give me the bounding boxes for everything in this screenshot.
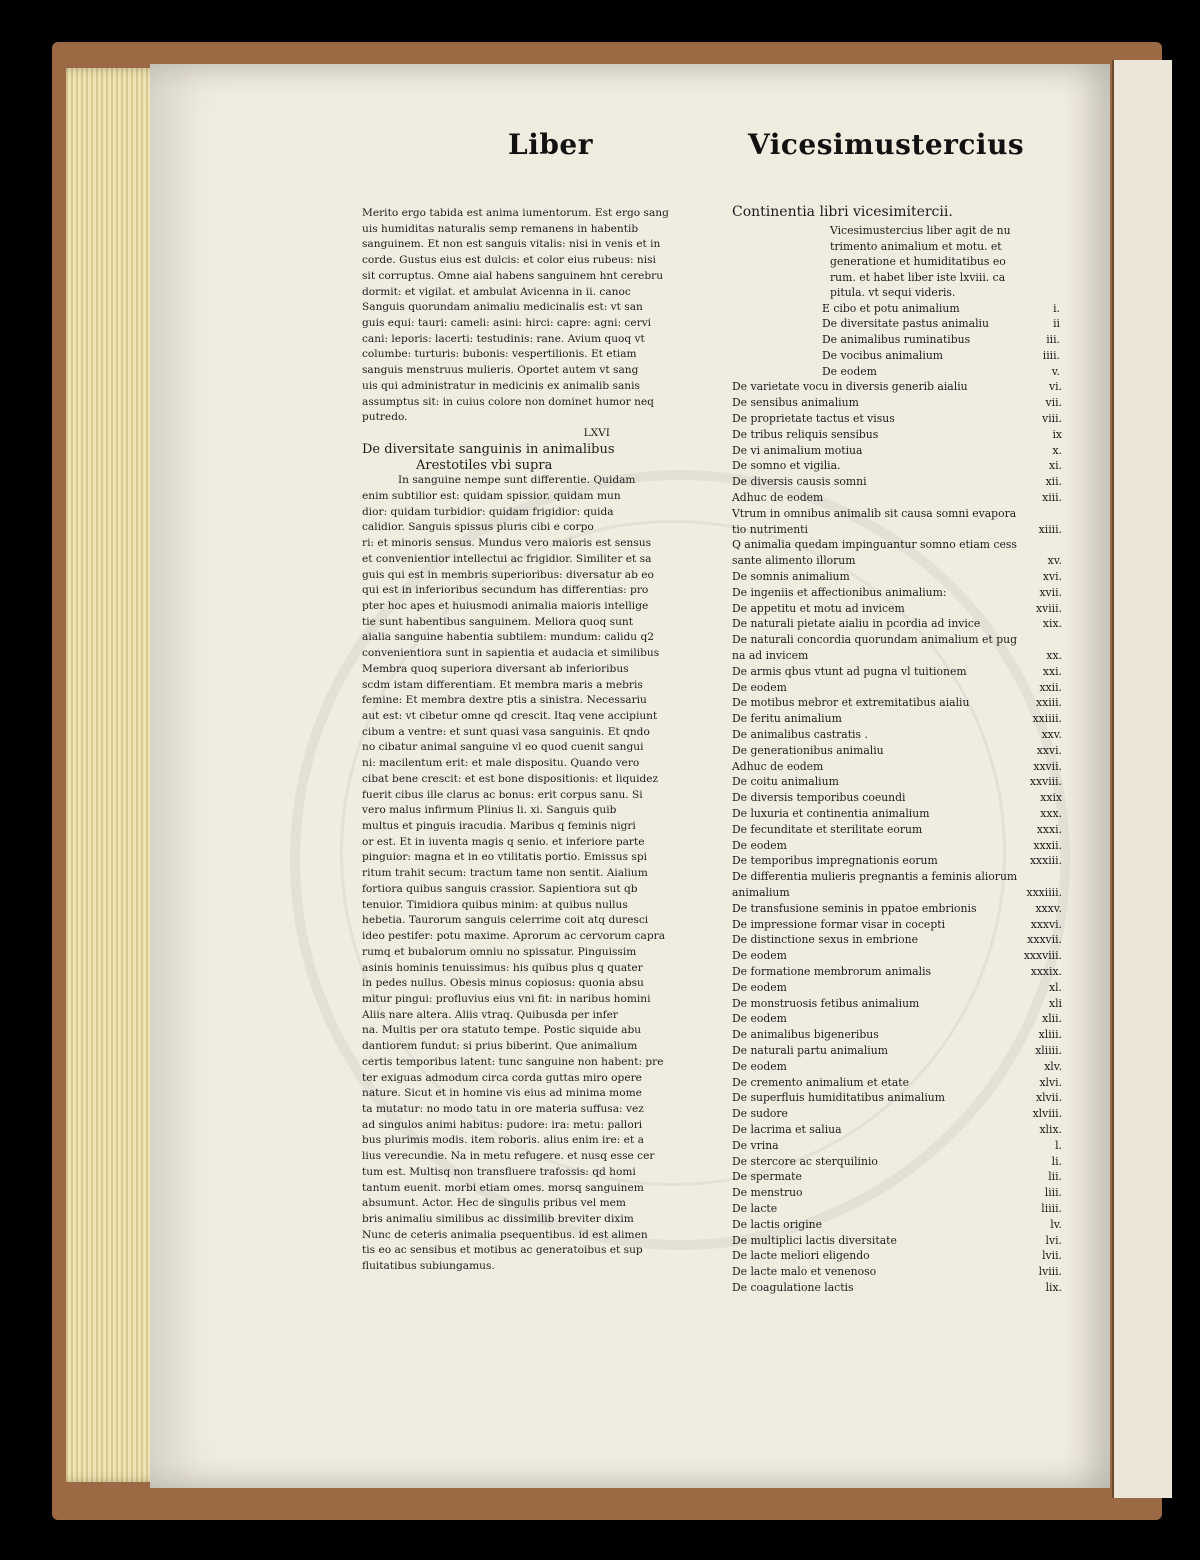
toc-entry bbox=[732, 1011, 1062, 1027]
toc-entry-title: De eodem bbox=[732, 680, 787, 694]
facing-page-edge bbox=[1112, 60, 1172, 1498]
toc-entry-number: xxxix. bbox=[1030, 964, 1062, 978]
toc-entry-number: xxxii. bbox=[1033, 838, 1062, 852]
toc-entry bbox=[732, 1075, 1062, 1091]
toc-entry-number: lviii. bbox=[1038, 1265, 1062, 1279]
toc-entry-title: De monstruosis fetibus animalium bbox=[732, 996, 920, 1010]
toc-entry bbox=[732, 948, 1062, 964]
toc-entry-title: De motibus mebror et extremitatibus aialiu bbox=[732, 696, 970, 710]
toc-entry-title: De eodem bbox=[732, 980, 787, 994]
toc-entry bbox=[732, 743, 1062, 759]
text-line: pitula. vt sequi videris. bbox=[830, 286, 956, 299]
toc-entry-title: E cibo et potu animalium bbox=[822, 301, 960, 315]
toc-entry-title: De somnis animalium bbox=[732, 570, 850, 584]
text-line: dormit: et vigilat. et ambulat Avicenna in ii. canoc bbox=[362, 285, 631, 298]
toc-entry bbox=[732, 996, 1062, 1012]
toc-entry-number: lix. bbox=[1045, 1280, 1062, 1294]
toc-entry bbox=[732, 648, 1062, 664]
text-line: certis temporibus latent: tunc sanguine non habent: pre bbox=[362, 1055, 664, 1068]
chapter-number: LXVI bbox=[583, 427, 610, 440]
text-line: enim subtilior est: quidam spissior. quidam mun bbox=[362, 489, 621, 502]
toc-entry bbox=[732, 364, 1062, 380]
toc-entry-title: De eodem bbox=[732, 1059, 787, 1073]
toc-entry bbox=[732, 727, 1062, 743]
toc-entry-title: De diversis causis somni bbox=[732, 475, 867, 489]
text-line: cibum a ventre: et sunt quasi vasa sanguinis. Et qndo bbox=[362, 725, 650, 738]
toc-entry-number: xiiii. bbox=[1038, 522, 1062, 536]
toc-entry-title: De transfusione seminis in ppatoe embrionis bbox=[732, 901, 977, 915]
text-line: scdm istam differentiam. Et membra maris a mebris bbox=[362, 678, 643, 691]
right-text-column bbox=[732, 204, 1062, 1296]
text-line: Vicesimustercius liber agit de nu bbox=[830, 224, 1011, 237]
toc-entry-number: xxxviii. bbox=[1023, 949, 1062, 963]
text-line: tie sunt habentibus sanguinem. Meliora quoq sunt bbox=[362, 615, 633, 628]
toc-entry-number: xl. bbox=[1049, 980, 1062, 994]
toc-entry-number: xxvii. bbox=[1033, 759, 1062, 773]
toc-entry bbox=[732, 411, 1062, 427]
text-line: uis humiditas naturalis semp remanens in habentib bbox=[362, 222, 639, 235]
toc-entry-title: De generationibus animaliu bbox=[732, 743, 884, 757]
toc-entry bbox=[732, 474, 1062, 490]
text-line: ri: et minoris sensus. Mundus vero maioris est sensus bbox=[362, 537, 652, 550]
text-line: qui est in inferioribus secundum has differentias: pro bbox=[362, 584, 649, 597]
toc-entry-number: lii. bbox=[1048, 1170, 1062, 1184]
running-head-book-number: Vicesimustercius bbox=[748, 128, 1025, 161]
toc-entry-title: De animalibus castratis . bbox=[732, 728, 868, 742]
text-line: cani: leporis: lacerti: testudinis: rane. Avium quoq vt bbox=[362, 332, 645, 345]
text-line: pter hoc apes et huiusmodi animalia maioris intellige bbox=[362, 599, 649, 612]
toc-entry-number: xv. bbox=[1047, 554, 1062, 568]
text-line: pinguior: magna et in eo vtilitatis portio. Emissus spi bbox=[362, 851, 647, 864]
toc-entry bbox=[732, 506, 1062, 522]
toc-entry-title: na ad invicem bbox=[732, 649, 809, 663]
toc-entry-title: De diversis temporibus coeundi bbox=[732, 791, 906, 805]
toc-entry bbox=[732, 711, 1062, 727]
text-line: nature. Sicut et in homine vis eius ad minima mome bbox=[362, 1087, 642, 1100]
toc-entry bbox=[732, 1233, 1062, 1249]
text-line: tenuior. Timidiora quibus minim: at quibus nullus bbox=[362, 898, 628, 911]
toc-entry-title: De lacte bbox=[732, 1201, 778, 1215]
toc-entry-number: xxxv. bbox=[1035, 901, 1062, 915]
toc-entry bbox=[732, 1138, 1062, 1154]
toc-entry-number: xxxiii. bbox=[1029, 854, 1062, 868]
toc-entry bbox=[732, 490, 1062, 506]
toc-entry-title: De lactis origine bbox=[732, 1217, 823, 1231]
toc-entry bbox=[732, 553, 1062, 569]
toc-entry bbox=[732, 917, 1062, 933]
text-line: In sanguine nempe sunt differentie. Quidam bbox=[398, 474, 636, 487]
chapter-source: Arestotiles vbi supra bbox=[416, 457, 553, 473]
toc-entry bbox=[732, 1248, 1062, 1264]
toc-entry bbox=[732, 664, 1062, 680]
toc-entry-title: De proprietate tactus et visus bbox=[732, 412, 895, 426]
toc-entry-number: lvi. bbox=[1045, 1233, 1062, 1247]
toc-entry bbox=[732, 427, 1062, 443]
toc-entry-number: viii. bbox=[1042, 412, 1062, 426]
text-line: sanguinem. Et non est sanguis vitalis: nisi in venis et in bbox=[362, 238, 661, 251]
toc-entry-number: xxxiiii. bbox=[1026, 885, 1062, 899]
toc-entry-title: De armis qbus vtunt ad pugna vl tuitionem bbox=[732, 664, 967, 678]
text-line: Merito ergo tabida est anima iumentorum. Est ergo sang bbox=[362, 207, 669, 219]
toc-entry-title: De somno et vigilia. bbox=[732, 459, 841, 473]
toc-entry bbox=[732, 1090, 1062, 1106]
text-line: guis qui est in membris superioribus: diversatur ab eo bbox=[362, 568, 654, 581]
toc-entry-title: De luxuria et continentia animalium bbox=[732, 807, 930, 820]
text-line: uis qui administratur in medicinis ex animalib sanis bbox=[362, 379, 640, 392]
table-of-contents-title: Continentia libri vicesimitercii. bbox=[732, 204, 953, 220]
toc-entry-title: De vocibus animalium bbox=[822, 348, 944, 362]
text-line: tum est. Multisq non transfluere trafossis: qd homi bbox=[362, 1165, 636, 1178]
running-head-liber: Liber bbox=[508, 128, 593, 161]
text-line: femine: Et membra dextre ptis a sinistra. Necessariu bbox=[362, 694, 647, 707]
toc-entry-number: xviii. bbox=[1036, 601, 1062, 615]
text-line: trimento animalium et motu. et bbox=[830, 239, 1002, 253]
toc-entry-title: De lacte malo et venenoso bbox=[732, 1265, 877, 1279]
toc-entry-title: De varietate vocu in diversis generib aialiu bbox=[732, 380, 968, 394]
toc-entry-number: xxvi. bbox=[1036, 743, 1062, 757]
toc-entry-number: liii. bbox=[1044, 1186, 1062, 1200]
left-text-column bbox=[362, 206, 672, 1275]
toc-entry bbox=[732, 822, 1062, 838]
text-line: bus plurimis modis. item roboris. alius enim ire: et a bbox=[362, 1134, 644, 1147]
toc-entry-title: Adhuc de eodem bbox=[732, 491, 824, 505]
toc-entry-title: De animalibus ruminatibus bbox=[822, 333, 971, 347]
text-line: or est. Et in iuventa magis q senio. et inferiore parte bbox=[362, 835, 645, 848]
toc-entry-number: xxix bbox=[1040, 791, 1062, 805]
toc-entry bbox=[732, 1280, 1062, 1296]
text-line: aialia sanguine habentia subtilem: mundum: calidu q2 bbox=[362, 631, 654, 644]
toc-entry-title: De coitu animalium bbox=[732, 775, 839, 789]
toc-entry-title: De lacte meliori eligendo bbox=[732, 1249, 870, 1263]
text-line: bris animaliu similibus ac dissimilib breviter dixim bbox=[362, 1213, 634, 1225]
toc-entry bbox=[732, 774, 1062, 790]
toc-entry bbox=[732, 1217, 1062, 1233]
text-line: rum. et habet liber iste lxviii. ca bbox=[830, 270, 1006, 284]
toc-entry-title: De stercore ac sterquilinio bbox=[732, 1154, 878, 1168]
text-line: putredo. bbox=[362, 411, 408, 424]
toc-entry bbox=[732, 601, 1062, 617]
toc-entry bbox=[732, 680, 1062, 696]
toc-entry-number: xlvii. bbox=[1036, 1091, 1062, 1105]
toc-entry bbox=[732, 301, 1062, 317]
toc-entry-title: De formatione membrorum animalis bbox=[732, 964, 932, 978]
toc-entry bbox=[732, 932, 1062, 948]
toc-entry-title: De sudore bbox=[732, 1107, 788, 1121]
toc-entry-title: De lacrima et saliua bbox=[732, 1122, 842, 1136]
toc-entry bbox=[732, 443, 1062, 459]
toc-entry bbox=[732, 1264, 1062, 1280]
toc-entry bbox=[732, 1185, 1062, 1201]
toc-entry-title: De eodem bbox=[732, 949, 787, 963]
toc-entry-title: De spermate bbox=[732, 1170, 802, 1184]
text-line: fortiora quibus sanguis crassior. Sapientiora sut qb bbox=[362, 882, 638, 895]
toc-entry-number: xxii. bbox=[1039, 680, 1062, 694]
toc-entry-number: xxx. bbox=[1040, 807, 1062, 820]
toc-entry-number: xli bbox=[1049, 996, 1062, 1010]
text-line: in pedes nullus. Obesis minus copiosus: quonia absu bbox=[362, 977, 644, 990]
toc-entry-number: xi. bbox=[1049, 459, 1062, 473]
toc-entry bbox=[732, 869, 1062, 885]
toc-entry bbox=[732, 316, 1062, 332]
text-line: na. Multis per ora statuto tempe. Postic siquide abu bbox=[362, 1024, 642, 1037]
toc-entry-title: De naturali pietate aialiu in pcordia ad invice bbox=[732, 617, 981, 631]
toc-entry-title: Vtrum in omnibus animalib sit causa somni evapora bbox=[732, 506, 1017, 520]
toc-entry-number: ix bbox=[1052, 427, 1062, 441]
text-line: guis equi: tauri: cameli: asini: hirci: capre: agni: cervi bbox=[362, 317, 652, 330]
toc-entry bbox=[732, 1027, 1062, 1043]
toc-entry-title: De cremento animalium et etate bbox=[732, 1075, 910, 1089]
toc-entry bbox=[732, 964, 1062, 980]
toc-entry-number: xii. bbox=[1045, 475, 1062, 489]
toc-entry bbox=[732, 1122, 1062, 1138]
toc-entry-title: De superfluis humiditatibus animalium bbox=[732, 1091, 946, 1105]
toc-entry-title: De menstruo bbox=[732, 1186, 803, 1200]
toc-entry-title: De diversitate pastus animaliu bbox=[822, 317, 989, 331]
toc-entry-number: xlvi. bbox=[1039, 1075, 1062, 1089]
toc-entry-number: lvii. bbox=[1042, 1249, 1062, 1263]
toc-entry bbox=[732, 616, 1062, 632]
toc-entry bbox=[732, 332, 1062, 348]
toc-entry bbox=[732, 348, 1062, 364]
toc-entry-title: De ingeniis et affectionibus animalium: bbox=[732, 585, 947, 599]
text-line: cibat bene crescit: et est bone dispositionis: et liquidez bbox=[362, 772, 659, 785]
toc-entry-number: i. bbox=[1053, 301, 1060, 315]
text-line: Membra quoq superiora diversant ab inferioribus bbox=[362, 662, 629, 675]
toc-entry-title: animalium bbox=[732, 885, 790, 899]
text-line: ter exiguas admodum circa corda guttas miro opere bbox=[362, 1071, 642, 1084]
text-line: Aliis nare altera. Aliis vtraq. Quibusda per infer bbox=[362, 1008, 618, 1021]
text-line: rumq et bubalorum omniu no spissatur. Pinguissim bbox=[362, 945, 637, 958]
toc-entry-number: lv. bbox=[1050, 1217, 1062, 1231]
toc-entry-number: xlii. bbox=[1042, 1012, 1062, 1026]
text-line: fluitatibus subiungamus. bbox=[362, 1260, 495, 1273]
toc-entry-number: vii. bbox=[1045, 396, 1062, 410]
toc-entry-title: De impressione formar visar in cocepti bbox=[732, 917, 946, 931]
text-line: hebetia. Taurorum sanguis celerrime coit atq duresci bbox=[362, 914, 649, 927]
toc-entry-number: xxviii. bbox=[1029, 775, 1062, 789]
toc-entry-title: De differentia mulieris pregnantis a feminis aliorum bbox=[732, 870, 1018, 884]
toc-entry-number: iiii. bbox=[1042, 348, 1060, 362]
text-line: ad singulos animi habitus: pudore: ira: metu: pallori bbox=[362, 1118, 643, 1131]
toc-entry bbox=[732, 885, 1062, 901]
toc-entry-number: xxxvii. bbox=[1027, 933, 1062, 947]
text-line: lius verecundie. Na in metu refugere. et nusq esse cer bbox=[362, 1150, 655, 1163]
text-line: tis eo ac sensibus et motibus ac generatoibus et sup bbox=[362, 1244, 643, 1257]
text-line: no cibatur animal sanguine vl eo quod cuenit sangui bbox=[362, 741, 644, 754]
toc-entry bbox=[732, 569, 1062, 585]
text-line: corde. Gustus eius est dulcis: et color eius rubeus: nisi bbox=[362, 254, 656, 267]
toc-entry-number: x. bbox=[1052, 443, 1062, 457]
text-line: aut est: vt cibetur omne qd crescit. Itaq vene accipiunt bbox=[362, 710, 658, 722]
toc-entry-number: li. bbox=[1051, 1154, 1062, 1168]
text-line: multus et pinguis iracudia. Maribus q feminis nigri bbox=[362, 820, 636, 833]
toc-entry-number: xvi. bbox=[1042, 570, 1062, 584]
text-line: assumptus sit: in cuius colore non dominet humor neq bbox=[362, 395, 654, 408]
toc-entry bbox=[732, 1201, 1062, 1217]
toc-entry-number: vi. bbox=[1049, 380, 1062, 394]
text-line: et convenientior intellectui ac frigidior. Similiter et sa bbox=[362, 552, 652, 565]
toc-entry bbox=[732, 395, 1062, 411]
toc-entry bbox=[732, 806, 1062, 822]
table-of-contents bbox=[732, 301, 1062, 1296]
toc-entry-title: De eodem bbox=[822, 364, 877, 378]
text-line: calidior. Sanguis spissus pluris cibi e corpo bbox=[362, 521, 594, 534]
toc-entry bbox=[732, 838, 1062, 854]
toc-entry bbox=[732, 1059, 1062, 1075]
toc-entry-number: xx. bbox=[1046, 649, 1062, 663]
toc-entry-title: Adhuc de eodem bbox=[732, 759, 824, 773]
toc-entry-number: xix. bbox=[1042, 617, 1062, 631]
toc-entry-title: De naturali concordia quorundam animalium et pug bbox=[732, 633, 1017, 647]
toc-entry-number: xxv. bbox=[1041, 728, 1062, 742]
toc-entry-title: De tribus reliquis sensibus bbox=[732, 427, 879, 441]
toc-entry bbox=[732, 853, 1062, 869]
paragraph-blood-humidity bbox=[362, 206, 672, 426]
toc-entry-title: De appetitu et motu ad invicem bbox=[732, 601, 905, 615]
toc-entry-number: xxi. bbox=[1042, 664, 1062, 678]
text-line: columbe: turturis: bubonis: vespertilionis. Et etiam bbox=[362, 348, 637, 361]
text-line: generatione et humiditatibus eo bbox=[830, 255, 1006, 268]
toc-entry-number: xlv. bbox=[1044, 1059, 1062, 1073]
toc-entry bbox=[732, 1106, 1062, 1122]
toc-entry-number: ii bbox=[1053, 317, 1060, 331]
text-line: mitur pingui: profluvius eius vni fit: in naribus homini bbox=[362, 992, 651, 1005]
toc-entry-number: l. bbox=[1055, 1138, 1062, 1152]
text-line: ni: macilentum erit: et male dispositu. Quando vero bbox=[362, 757, 640, 770]
toc-entry-number: iii. bbox=[1046, 333, 1060, 347]
toc-entry-title: De animalibus bigeneribus bbox=[732, 1028, 879, 1042]
toc-entry-title: De naturali partu animalium bbox=[732, 1043, 888, 1057]
toc-entry-number: v. bbox=[1051, 364, 1060, 378]
text-line: dantiorem fundut: si prius biberint. Que animalium bbox=[362, 1040, 638, 1053]
toc-entry bbox=[732, 537, 1062, 553]
toc-entry-number: xxiii. bbox=[1036, 696, 1062, 710]
toc-entry bbox=[732, 585, 1062, 601]
toc-entry-title: De vi animalium motiua bbox=[732, 443, 863, 457]
text-line: tantum euenit. morbi etiam omes. morsq sanguinem bbox=[362, 1181, 644, 1194]
text-line: ideo pestifer: potu maxime. Aprorum ac cervorum capra bbox=[362, 930, 666, 943]
toc-entry bbox=[732, 759, 1062, 775]
toc-entry-number: xliiii. bbox=[1035, 1043, 1062, 1057]
toc-entry-number: xvii. bbox=[1039, 585, 1062, 599]
text-line: sit corruptus. Omne aial habens sanguinem hnt cerebru bbox=[362, 269, 664, 282]
text-line: convenientiora sunt in sapientia et audacia et similibus bbox=[362, 647, 660, 660]
toc-entry-title: De sensibus animalium bbox=[732, 396, 859, 410]
toc-entry-title: De feritu animalium bbox=[732, 712, 842, 726]
toc-entry bbox=[732, 695, 1062, 711]
toc-entry-number: xiii. bbox=[1042, 491, 1062, 505]
toc-entry bbox=[732, 1154, 1062, 1170]
toc-entry bbox=[732, 901, 1062, 917]
toc-entry bbox=[732, 379, 1062, 395]
toc-intro bbox=[732, 223, 1062, 301]
toc-entry-title: De multiplici lactis diversitate bbox=[732, 1233, 897, 1247]
toc-entry-title: De temporibus impregnationis eorum bbox=[732, 854, 938, 868]
text-line: ritum trahit secum: tractum tame non sentit. Aialium bbox=[362, 867, 648, 880]
toc-entry-title: De distinctione sexus in embrione bbox=[732, 933, 919, 947]
toc-entry bbox=[732, 522, 1062, 538]
toc-entry-title: Q animalia quedam impinguantur somno etiam cess bbox=[732, 538, 1017, 552]
toc-entry bbox=[732, 632, 1062, 648]
toc-entry-title: sante alimento illorum bbox=[732, 554, 856, 568]
text-line: ta mutatur: no modo tatu in ore materia suffusa: vez bbox=[362, 1102, 644, 1115]
text-line: Sanguis quorundam animaliu medicinalis est: vt san bbox=[362, 301, 643, 314]
toc-entry-title: De fecunditate et sterilitate eorum bbox=[732, 822, 923, 836]
chapter-rubric: De diversitate sanguinis in animalibus bbox=[362, 441, 615, 457]
text-line: sanguis menstruus mulieris. Oportet autem vt sang bbox=[362, 364, 639, 377]
toc-entry bbox=[732, 790, 1062, 806]
toc-entry-number: xliii. bbox=[1038, 1028, 1062, 1042]
toc-entry bbox=[732, 458, 1062, 474]
toc-entry-number: xxxi. bbox=[1036, 822, 1062, 836]
toc-entry-number: xxiiii. bbox=[1032, 712, 1062, 726]
text-line: Nunc de ceteris animalia psequentibus. id est alimen bbox=[362, 1228, 648, 1241]
toc-entry-number: xxxvi. bbox=[1030, 917, 1062, 931]
toc-entry-title: De eodem bbox=[732, 1012, 787, 1026]
toc-entry-title: De coagulatione lactis bbox=[732, 1280, 854, 1294]
text-line: asinis hominis tenuissimus: his quibus plus q quater bbox=[362, 961, 643, 974]
toc-entry-title: De eodem bbox=[732, 838, 787, 852]
toc-entry-number: xlviii. bbox=[1032, 1107, 1062, 1121]
toc-entry bbox=[732, 1169, 1062, 1185]
toc-entry bbox=[732, 1043, 1062, 1059]
paragraph-diversity-of-blood bbox=[362, 473, 672, 1275]
text-line: absumunt. Actor. Hec de singulis pribus vel mem bbox=[362, 1197, 626, 1210]
toc-entry bbox=[732, 980, 1062, 996]
text-line: dior: quidam turbidior: quidam frigidior: quida bbox=[362, 505, 614, 518]
text-line: vero malus infirmum Plinius li. xi. Sanguis quib bbox=[362, 804, 617, 817]
toc-entry-title: tio nutrimenti bbox=[732, 522, 808, 536]
text-line: fuerit cibus ille clarus ac bonus: erit corpus sanu. Si bbox=[362, 788, 643, 801]
toc-entry-number: xlix. bbox=[1039, 1122, 1062, 1136]
toc-entry-number: liiii. bbox=[1041, 1201, 1062, 1215]
toc-entry-title: De vrina bbox=[732, 1138, 779, 1152]
